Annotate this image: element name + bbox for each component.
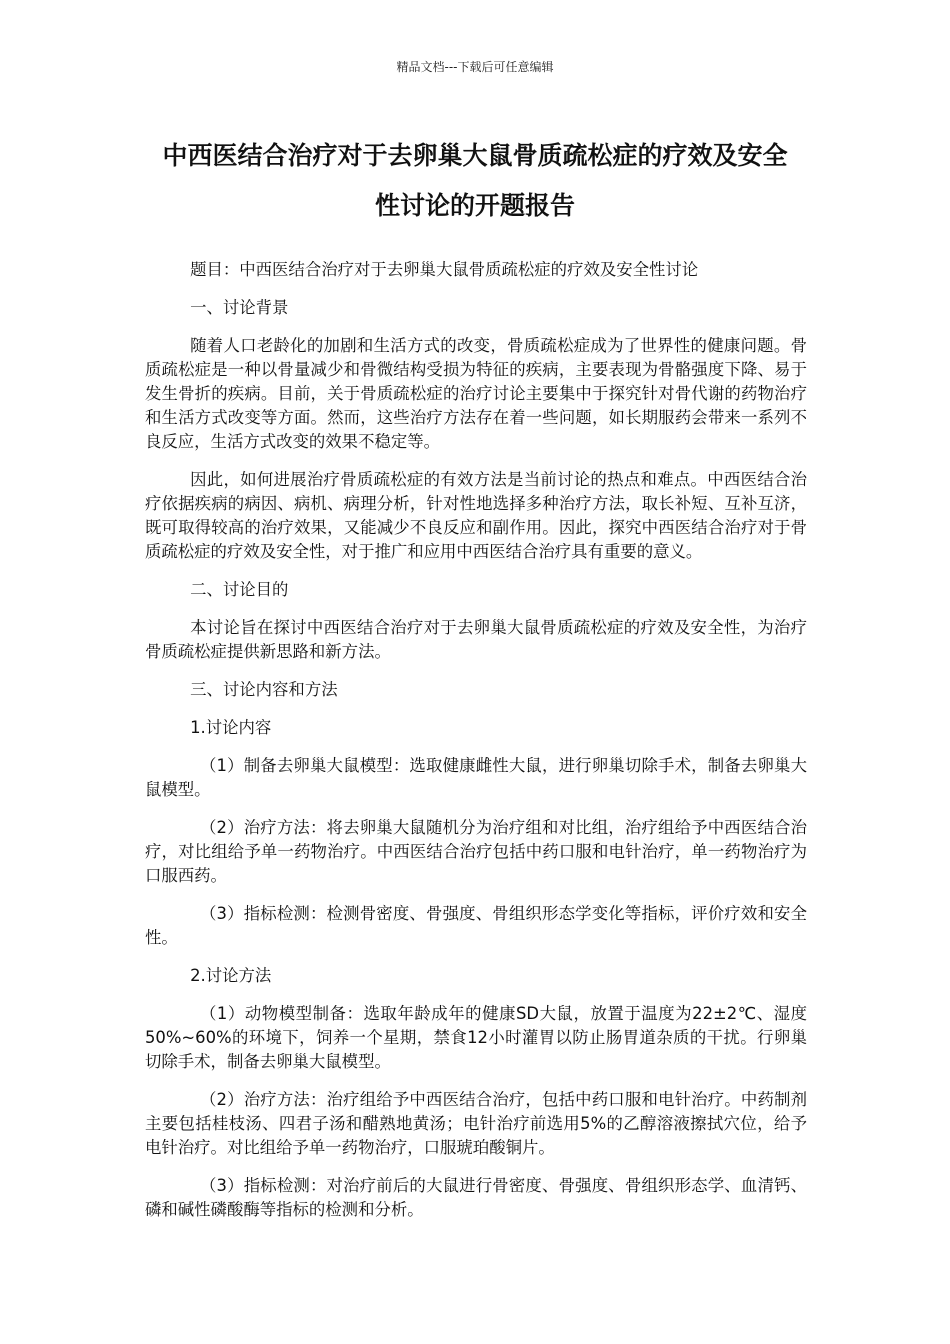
subheading-methods: 2.讨论方法 bbox=[190, 966, 272, 985]
header-note: 精品文档---下载后可任意编辑 bbox=[396, 60, 554, 74]
method-item-1: （1）动物模型制备：选取年龄成年的健康SD大鼠，放置于温度为22±2℃、湿度50%~60%的环境下，饲养一个星期，禁食12小时灌胃以防止肠胃道杂质的干扰。行卵巢切除手术，制备去卵巢大鼠模型。 bbox=[145, 1004, 807, 1071]
content-item-2: （2）治疗方法：将去卵巢大鼠随机分为治疗组和对比组，治疗组给予中西医结合治疗，对比组给予单一药物治疗。中西医结合治疗包括中药口服和电针治疗，单一药物治疗为口服西药。 bbox=[145, 818, 807, 885]
method-item-2: （2）治疗方法：治疗组给予中西医结合治疗，包括中药口服和电针治疗。中药制剂主要包括桂枝汤、四君子汤和醋熟地黄汤；电针治疗前选用5%的乙醇溶液擦拭穴位，给予电针治疗。对比组给予单一药物治疗，口服琥珀酸铜片。 bbox=[145, 1090, 807, 1157]
section-heading-content-methods: 三、讨论内容和方法 bbox=[190, 680, 338, 699]
section-heading-purpose: 二、讨论目的 bbox=[190, 580, 289, 599]
content-item-3: （3）指标检测：检测骨密度、骨强度、骨组织形态学变化等指标，评价疗效和安全性。 bbox=[145, 904, 807, 947]
method-item-3: （3）指标检测：对治疗前后的大鼠进行骨密度、骨强度、骨组织形态学、血清钙、磷和碱性磷酸酶等指标的检测和分析。 bbox=[145, 1176, 807, 1219]
section-heading-background: 一、讨论背景 bbox=[190, 298, 289, 317]
content-item-1: （1）制备去卵巢大鼠模型：选取健康雌性大鼠，进行卵巢切除手术，制备去卵巢大鼠模型。 bbox=[145, 756, 807, 799]
background-paragraph-2: 因此，如何进展治疗骨质疏松症的有效方法是当前讨论的热点和难点。中西医结合治疗依据疾病的病因、病机、病理分析，针对性地选择多种治疗方法，取长补短、互补互济，既可取得较高的治疗效果，又能减少不良反应和副作用。因此，探究中西医结合治疗对于骨质疏松症的疗效及安全性，对于推广和应用中西医结合治疗具有重要的意义。 bbox=[145, 470, 807, 561]
document-title-line-2: 性讨论的开题报告 bbox=[374, 191, 575, 220]
background-paragraph-1: 随着人口老龄化的加剧和生活方式的改变，骨质疏松症成为了世界性的健康问题。骨质疏松症是一种以骨量减少和骨微结构受损为特征的疾病，主要表现为骨骼强度下降、易于发生骨折的疾病。目前，关于骨质疏松症的治疗讨论主要集中于探究针对骨代谢的药物治疗和生活方式改变等方面。然而，这些治疗方法存在着一些问题，如长期服药会带来一系列不良反应，生活方式改变的效果不稳定等。 bbox=[145, 336, 807, 451]
document-body bbox=[145, 258, 807, 1236]
subheading-content: 1.讨论内容 bbox=[190, 718, 272, 737]
topic-line: 题目：中西医结合治疗对于去卵巢大鼠骨质疏松症的疗效及安全性讨论 bbox=[190, 260, 699, 279]
purpose-paragraph: 本讨论旨在探讨中西医结合治疗对于去卵巢大鼠骨质疏松症的疗效及安全性，为治疗骨质疏松症提供新思路和新方法。 bbox=[145, 618, 807, 661]
document-title-line-1: 中西医结合治疗对于去卵巢大鼠骨质疏松症的疗效及安全 bbox=[162, 141, 788, 170]
